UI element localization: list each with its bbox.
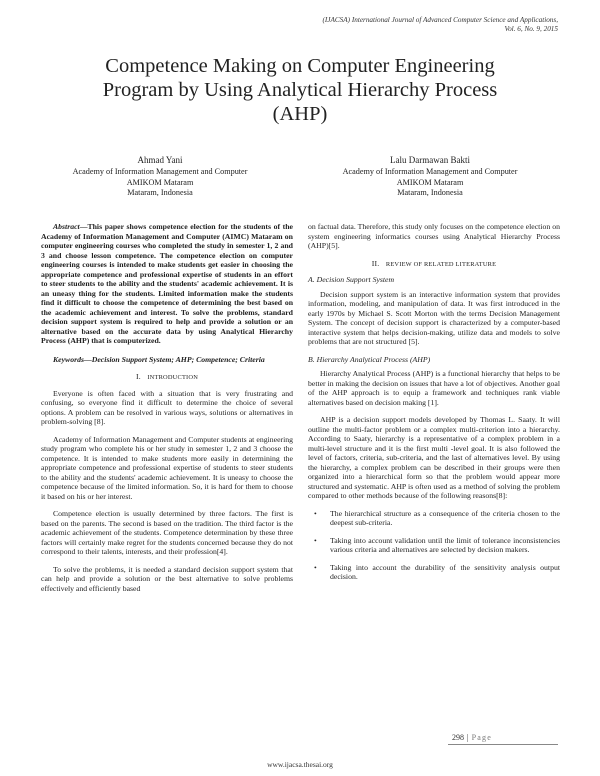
keywords: Keywords—Decision Support System; AHP; Competence; Criteria — [53, 354, 265, 364]
paper-title — [40, 54, 560, 126]
author-block-2 — [300, 155, 560, 199]
author-affiliation: Academy of Information Management and Computer — [342, 167, 518, 177]
author-org: AMIKOM Mataram — [396, 177, 464, 187]
subsection-heading-ahp: B. Hierarchy Analytical Process (AHP) — [308, 354, 431, 364]
section-title: INTRODUCTION — [147, 374, 199, 381]
ahp-paragraph-1: Hierarchy Analytical Process (AHP) is a functional hierarchy that helps to be better in making the decision on issues that have a lot of objectives. Another goal of the AHP approach is to equip a framework and techniques rank viable alternatives based on decision making [1]. — [308, 369, 560, 407]
intro-paragraph-3: Competence election is usually determined by three factors. The first is based on the parents. The second is based on the tradition. The third factor is the academic achievement of the students. Competence determination by these three factors will certainly make regret for the students concerned because they do not correspond to their talents, interests, and their profession[4]. — [41, 509, 293, 556]
subsection-heading-dss: A. Decision Support System — [308, 275, 395, 284]
journal-url: www.ijacsa.thesai.org — [267, 760, 333, 769]
reasons-list — [308, 509, 560, 582]
bullet-icon: • — [314, 562, 317, 572]
title-line-1: Competence Making on Computer Engineering — [105, 55, 495, 77]
journal-volume: Vol. 6, No. 9, 2015 — [504, 25, 558, 33]
list-item: • Taking into account validation until the limit of tolerance inconsistencies various criteria and alternatives are selected by decision makers. — [314, 535, 560, 554]
section-number: II. — [371, 258, 380, 268]
author-name: Lalu Darmawan Bakti — [390, 155, 470, 165]
author-org: AMIKOM Mataram — [126, 177, 194, 187]
bullet-icon: • — [314, 508, 317, 518]
intro-paragraph-4-continued: on factual data. Therefore, this study only focuses on the competence election on system engineering informatics courses using Analytical Hierarchy Process (AHP)[5]. — [308, 222, 560, 250]
intro-paragraph-2: Academy of Information Management and Computer students at engineering study program who complete his or her study in semester 1, 2 and 3 choose the competence. It is intended to make students more easily in determining the appropriate competence and professional expertise of students to steer students to the ability and the students' academic achievement. It is uneasy to choose the competence because of the limited information. So, it is hard for them to choose it based on his or her interest. — [41, 434, 293, 501]
author-affiliation: Academy of Information Management and Computer — [72, 167, 248, 177]
footer-rule — [448, 744, 558, 745]
page-number — [452, 733, 492, 742]
author-block-1 — [30, 155, 290, 199]
journal-header — [158, 16, 558, 34]
dss-paragraph: Decision support system is an interactive information system that provides information, modeling, and manipulation of data. It was first introduced in the early 1970s by Michael S. Scott Morton with the terms Decision Management System. The concept of decision support is characterized by a computer-based interactive system that helps decision-making, utilize data and models to solve problems that are not structured [5]. — [308, 289, 560, 346]
page-label: Page — [471, 733, 492, 742]
bullet-icon: • — [314, 535, 317, 545]
title-line-3: (AHP) — [272, 103, 328, 125]
abstract-text: —This paper shows competence election for the students of the Academy of Information Management and Computer (AIMC) Mataram on computer engineering courses who completed the study in semester 1, 2 and 3 and choose lesson competence. The competence election on computer engineering courses is intended to make students get easier in choosing the appropriate competence and professional expertise of students in an effort to steer students to the ability and the students' academic achievement. It is an uneasy thing for the students. Limited information make the students find it difficult to choose the competence of determining the best based on the academic achievement and interest. To solve the problems, standard decision support system is required to help and provide a solution or an alternative based on the accurate data by using Analytical Hierarchy Process (AHP) that is computerized. — [41, 222, 293, 345]
list-item: • Taking into account the durability of the sensitivity analysis output decision. — [314, 562, 560, 581]
right-column — [308, 222, 560, 590]
left-column — [41, 222, 293, 601]
ahp-paragraph-2: AHP is a decision support models developed by Thomas L. Saaty. It will outline the multi-factor problem or a complex multi-criterion into a hierarchy. According to Saaty, hierarchy is a representative of a complex problem in a multi-level structure and it is the first multi -level goal. It is also followed the level of factors, criteria, sub-criteria, and the last of alternatives level. By using the hierarchy, a complex problem can be described in their groups were then organized into a hierarchical form so that the problem would appear more structured and systematic. AHP is often used as a method of solving the problem compared to other methods because of the following reasons[8]: — [308, 415, 560, 500]
abstract — [41, 222, 293, 346]
section-heading-introduction — [41, 372, 293, 383]
journal-name: (IJACSA) International Journal of Advanced Computer Science and Applications, — [322, 16, 558, 24]
page-number-value: 298 — [452, 733, 464, 742]
intro-paragraph-4: To solve the problems, it is needed a standard decision support system that can help and provide a solution or the best alternative to solve problems effectively and efficiently based — [41, 564, 293, 593]
section-title: REVIEW OF RELATED LITERATURE — [385, 260, 497, 268]
page-separator: | — [467, 733, 469, 742]
abstract-label: Abstract — [53, 222, 80, 231]
author-name: Ahmad Yani — [137, 155, 183, 165]
title-line-2: Program by Using Analytical Hierarchy Process — [102, 79, 498, 101]
author-location: Mataram, Indonesia — [127, 188, 193, 198]
list-item: • The hierarchical structure as a consequence of the criteria chosen to the deepest sub-criteria. — [314, 508, 560, 527]
author-location: Mataram, Indonesia — [397, 188, 463, 198]
intro-paragraph-1: Everyone is often faced with a situation that is very frustrating and confusing, so everyone find it difficult to determine the choice of several options. A problem can be resolved in various ways, solutions or alternatives in problem-solving [8]. — [41, 388, 293, 426]
section-heading-related-literature — [308, 259, 560, 270]
section-number: I. — [135, 372, 141, 381]
